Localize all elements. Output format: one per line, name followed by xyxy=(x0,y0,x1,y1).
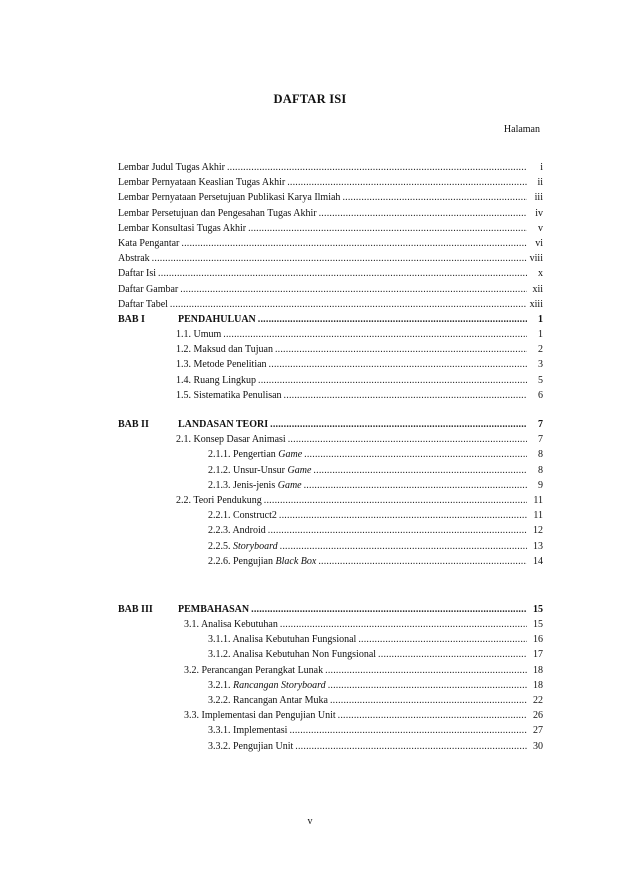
toc-entry: 2.2.5. Storyboard ..... 13 xyxy=(118,539,543,554)
toc-entry: Abstrak ..... viii xyxy=(118,251,543,266)
table-of-contents xyxy=(118,160,543,754)
page-number: v xyxy=(307,816,313,827)
toc-entry: 1.2. Maksud dan Tujuan ..... 2 xyxy=(118,342,543,357)
toc-entry: Daftar Tabel ..... xiii xyxy=(118,297,543,312)
toc-entry: 3.2.1. Rancangan Storyboard ..... 18 xyxy=(118,678,543,693)
toc-entry: 2.2.6. Pengujian Black Box ..... 14 xyxy=(118,554,543,569)
toc-entry: 3.3. Implementasi dan Pengujian Unit ..... 26 xyxy=(118,708,543,723)
chapter-heading: BAB I PENDAHULUAN ..... 1 xyxy=(118,312,543,327)
halaman-label: Halaman xyxy=(503,124,540,135)
toc-entry: Lembar Konsultasi Tugas Akhir ..... v xyxy=(118,221,543,236)
toc-entry: Kata Pengantar ..... vi xyxy=(118,236,543,251)
toc-entry: 3.1.2. Analisa Kebutuhan Non Fungsional ..... 17 xyxy=(118,647,543,662)
toc-entry: 3.1.1. Analisa Kebutuhan Fungsional ..... 16 xyxy=(118,632,543,647)
toc-entry: 2.2. Teori Pendukung ..... 11 xyxy=(118,493,543,508)
chapter-heading: BAB II LANDASAN TEORI ..... 7 xyxy=(118,417,543,432)
toc-entry: 3.3.2. Pengujian Unit ..... 30 xyxy=(118,739,543,754)
toc-entry: 1.4. Ruang Lingkup ..... 5 xyxy=(118,373,543,388)
toc-entry: Lembar Pernyataan Persetujuan Publikasi Karya Ilmiah ..... iii xyxy=(118,190,543,205)
toc-entry: 1.3. Metode Penelitian ..... 3 xyxy=(118,357,543,372)
toc-entry: 2.2.3. Android ..... 12 xyxy=(118,523,543,538)
toc-entry: 2.1.3. Jenis-jenis Game ..... 9 xyxy=(118,478,543,493)
toc-entry: Daftar Gambar ..... xii xyxy=(118,282,543,297)
toc-entry: Daftar Isi ..... x xyxy=(118,266,543,281)
toc-entry: Lembar Persetujuan dan Pengesahan Tugas Akhir ..... iv xyxy=(118,206,543,221)
toc-entry: 3.2. Perancangan Perangkat Lunak ..... 18 xyxy=(118,663,543,678)
toc-entry: 3.3.1. Implementasi ..... 27 xyxy=(118,723,543,738)
page-title: DAFTAR ISI xyxy=(273,92,347,106)
toc-entry: 2.1.2. Unsur-Unsur Game ..... 8 xyxy=(118,463,543,478)
toc-entry: 1.1. Umum ..... 1 xyxy=(118,327,543,342)
toc-entry: Lembar Pernyataan Keaslian Tugas Akhir ..... ii xyxy=(118,175,543,190)
toc-entry: Lembar Judul Tugas Akhir ..... i xyxy=(118,160,543,175)
toc-entry: 2.1.1. Pengertian Game ..... 8 xyxy=(118,447,543,462)
toc-entry: 1.5. Sistematika Penulisan ..... 6 xyxy=(118,388,543,403)
toc-entry: 2.1. Konsep Dasar Animasi ..... 7 xyxy=(118,432,543,447)
toc-entry: 2.2.1. Construct2 ..... 11 xyxy=(118,508,543,523)
chapter-heading: BAB III PEMBAHASAN ..... 15 xyxy=(118,602,543,617)
toc-entry: 3.1. Analisa Kebutuhan ..... 15 xyxy=(118,617,543,632)
toc-entry: 3.2.2. Rancangan Antar Muka ..... 22 xyxy=(118,693,543,708)
